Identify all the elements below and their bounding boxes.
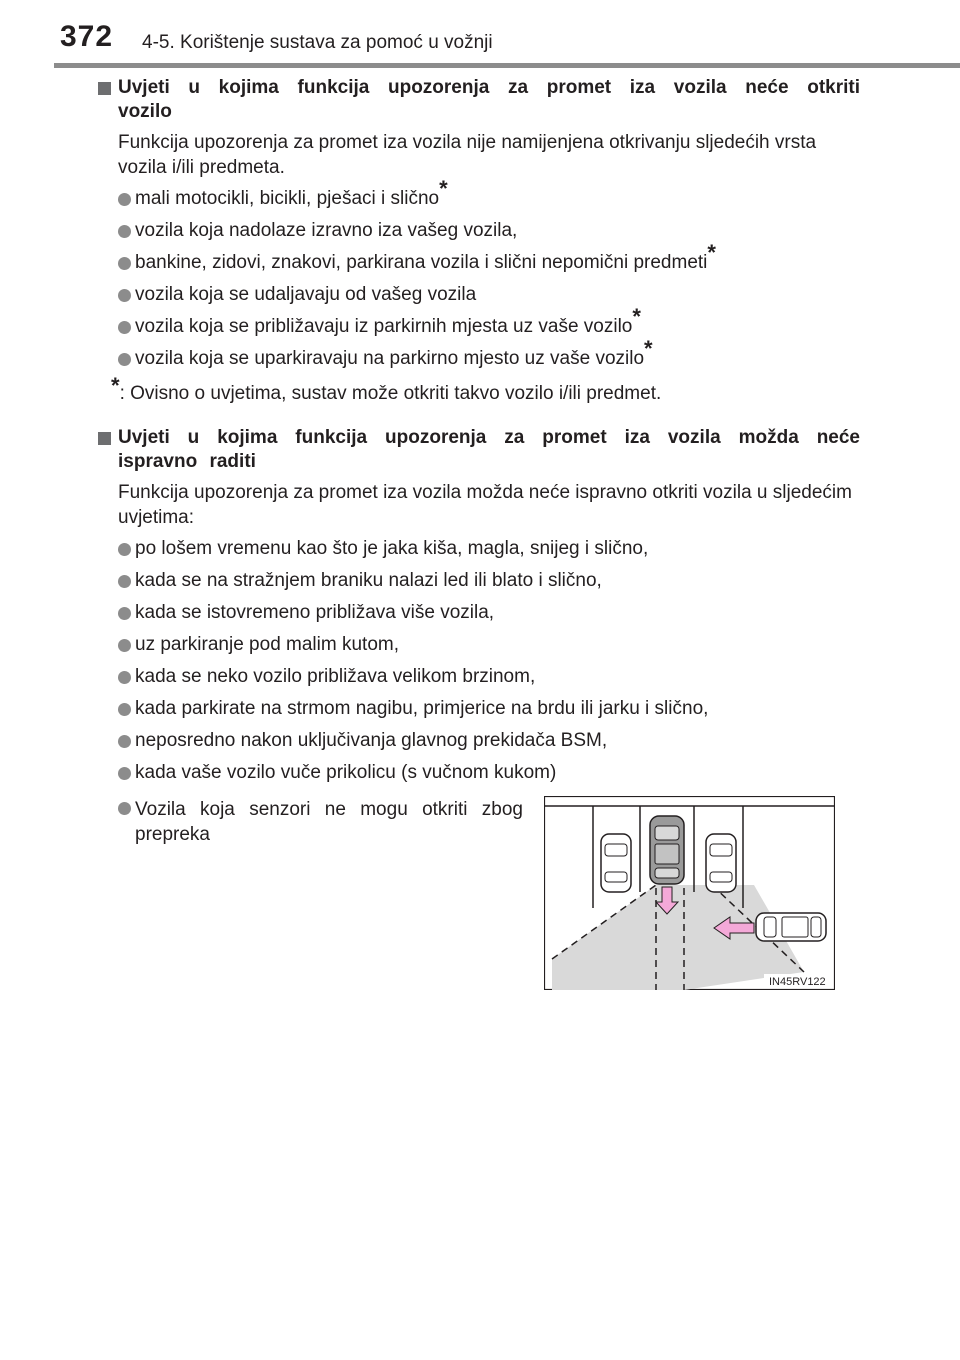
list-item-text: vozila koja nadolaze izravno iza vašeg vozila, (135, 220, 518, 241)
round-bullet-icon (118, 225, 131, 238)
round-bullet-icon (118, 802, 131, 815)
list-item-text: kada parkirate na strmom nagibu, primjerice na brdu ili jarku i slično, (135, 698, 709, 719)
asterisk-icon: * (707, 240, 716, 265)
list-item-text: vozila koja se približavaju iz parkirnih mjesta uz vaše vozilo (135, 316, 633, 337)
list-item (118, 730, 860, 762)
list-item-text: po lošem vremenu kao što je jaka kiša, magla, snijeg i slično, (135, 538, 649, 559)
list-item (118, 240, 860, 284)
list-item-text: uz parkiranje pod malim kutom, (135, 634, 399, 655)
round-bullet-icon (118, 767, 131, 780)
approaching-car (756, 913, 826, 941)
round-bullet-icon (118, 353, 131, 366)
list-item (118, 666, 860, 698)
list-item-text: vozila koja se udaljavaju od vašeg vozila (135, 284, 477, 305)
section-may-not-work (98, 426, 860, 794)
list-item-text: kada se istovremeno približava više vozila, (135, 602, 495, 623)
parking-illustration (544, 796, 835, 990)
list-item-text: bankine, zidovi, znakovi, parkirana vozila i slični nepomični predmeti (135, 252, 708, 273)
footnote (98, 373, 860, 406)
asterisk-icon: * (111, 373, 120, 398)
bullet-list (98, 538, 860, 794)
section-intro: Funkcija upozorenja za promet iza vozila možda neće ispravno otkriti vozila u sljedećim uvjetima: (118, 482, 852, 528)
section-title: 4-5. Korištenje sustava za pomoć u vožnji (142, 32, 493, 53)
section-heading-text: Uvjeti u kojima funkcija upozorenja za promet iza vozila neće otkriti vozilo (118, 77, 860, 122)
list-item-text: kada vaše vozilo vuče prikolicu (s vučnom kukom) (135, 762, 557, 783)
asterisk-icon: * (439, 176, 448, 201)
figure-bullet-text: Vozila koja senzori ne mogu otkriti zbog prepreka (135, 799, 523, 845)
round-bullet-icon (118, 575, 131, 588)
asterisk-icon: * (632, 304, 641, 329)
list-item-text: mali motocikli, bicikli, pješaci i slično (135, 188, 440, 209)
bullet-list (98, 176, 860, 380)
own-car (650, 816, 684, 884)
round-bullet-icon (118, 321, 131, 334)
section-not-detected (98, 76, 860, 406)
round-bullet-icon (118, 257, 131, 270)
page-number: 372 (60, 20, 114, 53)
figure-list-item (118, 797, 523, 847)
parked-car-right (706, 834, 736, 892)
round-bullet-icon (118, 193, 131, 206)
round-bullet-icon (118, 703, 131, 716)
list-item-text: kada se na stražnjem braniku nalazi led ili blato i slično, (135, 570, 602, 591)
page-content (98, 76, 860, 794)
figure-code: IN45RV122 (769, 976, 826, 988)
section-intro: Funkcija upozorenja za promet iza vozila nije namijenjena otkrivanju sljedećih vrsta vozila i/ili predmeta. (118, 132, 817, 178)
round-bullet-icon (118, 735, 131, 748)
list-item (118, 570, 860, 602)
list-item-text: neposredno nakon uključivanja glavnog prekidača BSM, (135, 730, 608, 751)
list-item (118, 176, 860, 220)
asterisk-icon: * (644, 336, 653, 361)
list-item (118, 602, 860, 634)
section-heading (98, 76, 860, 124)
parked-car-left (601, 834, 631, 892)
round-bullet-icon (118, 671, 131, 684)
list-item (118, 634, 860, 666)
section-heading (98, 426, 860, 474)
section-heading-text: Uvjeti u kojima funkcija upozorenja za promet iza vozila možda neće ispravno raditi (118, 427, 860, 472)
list-item-text: kada se neko vozilo približava velikom brzinom, (135, 666, 536, 687)
round-bullet-icon (118, 543, 131, 556)
list-item (118, 284, 860, 316)
footnote-text: : Ovisno o uvjetima, sustav može otkriti takvo vozilo i/ili predmet. (119, 383, 662, 404)
list-item (118, 538, 860, 570)
square-bullet-icon (98, 432, 111, 445)
header-divider (54, 63, 960, 68)
list-item (118, 304, 860, 348)
round-bullet-icon (118, 607, 131, 620)
page-header (0, 0, 960, 70)
list-item (118, 762, 860, 794)
list-item (118, 698, 860, 730)
list-item-text: vozila koja se uparkiravaju na parkirno mjesto uz vaše vozilo (135, 348, 645, 369)
list-item (118, 336, 860, 380)
round-bullet-icon (118, 639, 131, 652)
round-bullet-icon (118, 289, 131, 302)
list-item (118, 220, 860, 252)
square-bullet-icon (98, 82, 111, 95)
